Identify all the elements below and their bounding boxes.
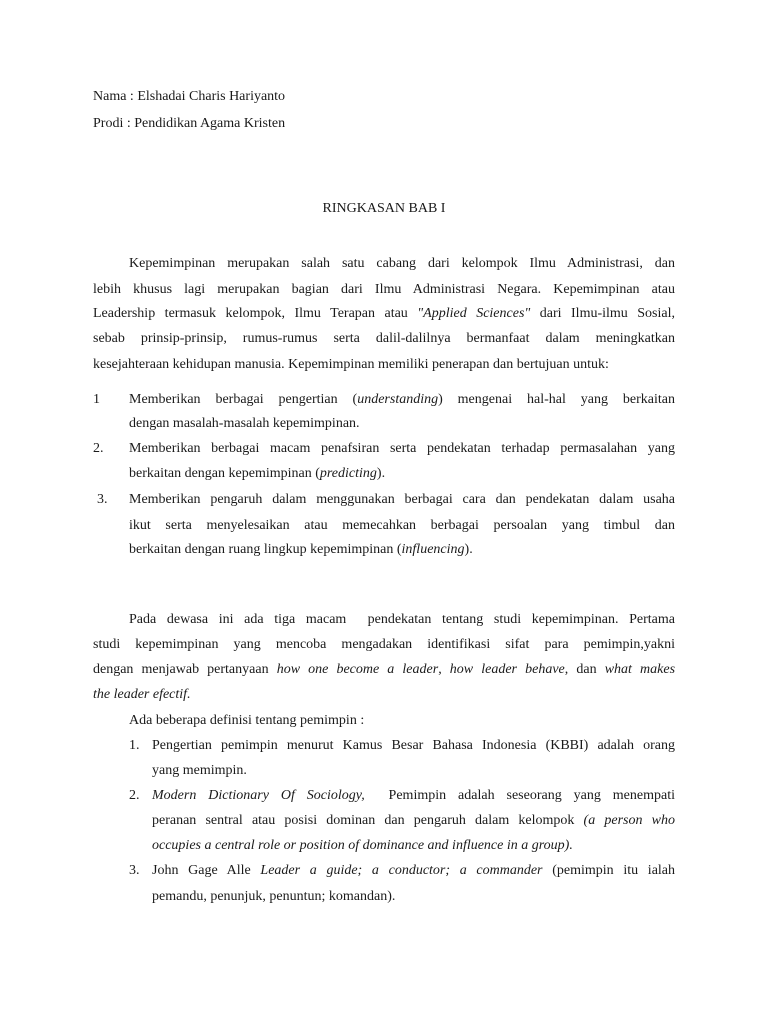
para1-line1: Kepemimpinan merupakan salah satu cabang dari kelompok Ilmu Administrasi, dan: [129, 256, 675, 271]
para1-line5: kesejahteraan kehidupan manusia. Kepemimpinan memiliki penerapan dan bertujuan untuk:: [93, 357, 609, 372]
list1-item1-line1: [129, 391, 675, 409]
list1-item3-number: 3.: [97, 492, 108, 507]
list2-item2-l2a: peranan sentral atau posisi dominan dan pengaruh dalam kelompok: [152, 813, 584, 828]
list1-item3-a: berkaitan dengan ruang lingkup kepemimpinan (: [129, 542, 402, 557]
question-leader-behave: how leader behave: [449, 662, 565, 677]
para2-line3: [93, 661, 675, 679]
para2-line4: the leader efectif.: [93, 687, 191, 702]
list2-item1-number: 1.: [129, 738, 140, 753]
list1-item3-line3: [129, 541, 473, 559]
para1-line4: sebab prinsip-prinsip, rumus-rumus serta dalil-dalilnya bermanfaat dalam meningkatkan: [93, 331, 675, 346]
student-name: Nama : Elshadai Charis Hariyanto: [93, 89, 286, 104]
applied-sciences-term: "Applied Sciences": [417, 306, 531, 321]
para1-line3: [93, 305, 675, 323]
list1-item3-line2: ikut serta menyelesaikan atau memecahkan berbagai persoalan yang timbul dan: [129, 518, 675, 533]
list2-item2-line3: occupies a central role or position of dominance and influence in a group).: [152, 838, 573, 853]
para1-line3-c: dari Ilmu-ilmu Sosial,: [530, 306, 675, 321]
para1-line2: lebih khusus lagi merupakan bagian dari Ilmu Administrasi Negara. Kepemimpinan atau: [93, 282, 675, 297]
english-definition-start: (a person who: [583, 813, 675, 828]
document-title: RINGKASAN BAB I: [322, 201, 446, 216]
list2-item3-a: John Gage Alle: [152, 863, 261, 878]
para2-line3-a: dengan menjawab pertanyaan: [93, 662, 277, 677]
list1-item2-number: 2.: [93, 441, 104, 456]
list2-item3-c: (pemimpin itu ialah: [542, 863, 676, 878]
list1-item2-a: berkaitan dengan kepemimpinan (: [129, 466, 320, 481]
list1-item3-c: ).: [464, 542, 473, 557]
list2-item1-line2: yang memimpin.: [152, 763, 247, 778]
list2-item2-line1: [152, 787, 675, 805]
para2-line1: Pada dewasa ini ada tiga macam pendekatan tentang studi kepemimpinan. Pertama: [129, 612, 675, 627]
leader-guide-definition: Leader a guide; a conductor; a commander: [260, 863, 543, 878]
para2-line3-c: ,: [438, 662, 450, 677]
list2-item1-line1: Pengertian pemimpin menurut Kamus Besar Bahasa Indonesia (KBBI) adalah orang: [152, 738, 675, 753]
list2-item3-number: 3.: [129, 863, 140, 878]
list1-item1-number: 1: [93, 392, 100, 407]
modern-dictionary-title: Modern Dictionary Of Sociology,: [152, 788, 365, 803]
question-become-leader: how one become a leader: [276, 662, 439, 677]
question-what-makes: what makes: [604, 662, 676, 677]
list2-item3-line1: [152, 862, 675, 880]
para2-line3-e: , dan: [564, 662, 605, 677]
list2-item2-line2: [152, 812, 675, 830]
list1-item2-line2: [129, 465, 385, 483]
understanding-term: understanding: [357, 392, 439, 407]
list2-item2-b: Pemimpin adalah seseorang yang menempati: [364, 788, 675, 803]
influencing-term: influencing: [401, 542, 465, 557]
list1-item3-line1: Memberikan pengaruh dalam menggunakan berbagai cara dan pendekatan dalam usaha: [129, 492, 675, 507]
study-program: Prodi : Pendidikan Agama Kristen: [93, 116, 286, 131]
para2-line2: studi kepemimpinan yang mencoba mengadakan identifikasi sifat para pemimpin,yakni: [93, 637, 675, 652]
para2-line5: Ada beberapa definisi tentang pemimpin :: [129, 713, 365, 728]
list1-item2-c: ).: [376, 466, 386, 481]
list1-item1-a: Memberikan berbagai pengertian (: [129, 392, 358, 407]
list1-item1-line2: dengan masalah-masalah kepemimpinan.: [129, 416, 360, 431]
list1-item1-c: ) mengenai hal-hal yang berkaitan: [438, 392, 675, 407]
list1-item2-line1: Memberikan berbagai macam penafsiran serta pendekatan terhadap permasalahan yang: [129, 441, 675, 456]
para1-line3-a: Leadership termasuk kelompok, Ilmu Terapan atau: [93, 306, 418, 321]
predicting-term: predicting: [319, 466, 377, 481]
list2-item3-line2: pemandu, penunjuk, penuntun; komandan).: [152, 889, 396, 904]
list2-item2-number: 2.: [129, 788, 140, 803]
